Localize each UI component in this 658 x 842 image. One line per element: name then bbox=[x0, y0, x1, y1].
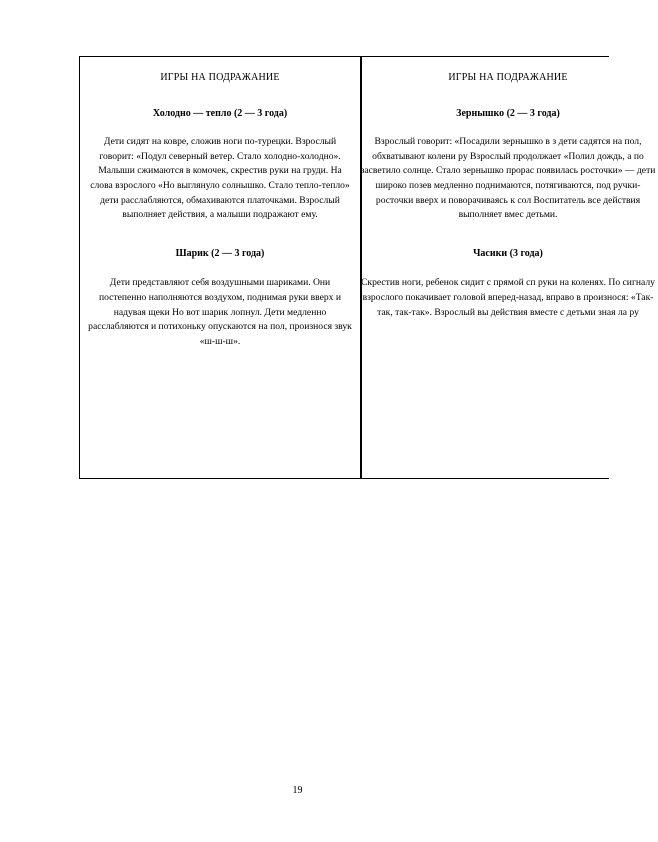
game-title-cold-warm: Холодно — тепло (2 — 3 года) bbox=[152, 107, 288, 119]
game-title-seed: Зернышко (2 — 3 года) bbox=[456, 107, 560, 119]
game-text-clock: Скрестив ноги, ребенок сидит с прямой сп руки на коленях. По сигналу взрослого покачивает головой вперед-назад, вправо в произнося: «Так-так, так-так». Взрослый вы действия вместе с детьми зная ла ру bbox=[361, 277, 655, 318]
right-card bbox=[360, 57, 656, 478]
left-card-heading: ИГРЫ НА ПОДРАЖАНИЕ bbox=[160, 72, 280, 83]
game-title-clock: Часики (3 года) bbox=[473, 247, 543, 259]
game-title-balloon: Шарик (2 — 3 года) bbox=[175, 247, 265, 259]
game-text-seed: Взрослый говорит: «Посадили зернышко в з дети садятся на пол, обхватывают колени ру Взрослый продолжает «Полил дождь, а по засветило солнце. Стало зернышко прорас появилась росточки» — дети широко позев медленно поднимаются, потягиваются, под ручки-росточки вверх и поворачиваясь к сол Воспитатель все действия выполняет вмес детьми. bbox=[360, 136, 656, 221]
right-card-heading: ИГРЫ НА ПОДРАЖАНИЕ bbox=[448, 72, 568, 83]
left-card bbox=[86, 57, 354, 478]
page-number: 19 bbox=[292, 785, 303, 796]
game-text-balloon: Дети представляют себя воздушными шариками. Они постепенно наполняются воздухом, поднимая руки вверх и надувая щеки Но вот шарик лопнул. Дети медленно расслабляются и потихоньку опускаются на пол, произнося звук «ш-ш-ш». bbox=[88, 277, 352, 347]
game-text-cold-warm: Дети сидят на ковре, сложив ноги по-турецки. Взрослый говорит: «Подул северный ветер. Стало холодно-холодно». Малыши сжимаются в комочек, скрестив руки на груди. На слова взрослого «Но выглянуло солнышко. Стало тепло-тепло» дети расслабляются, обмахиваются платочками. Взрослый выполняет действия, а малыши подражают ему. bbox=[90, 136, 350, 221]
game-cards-table bbox=[79, 56, 656, 479]
